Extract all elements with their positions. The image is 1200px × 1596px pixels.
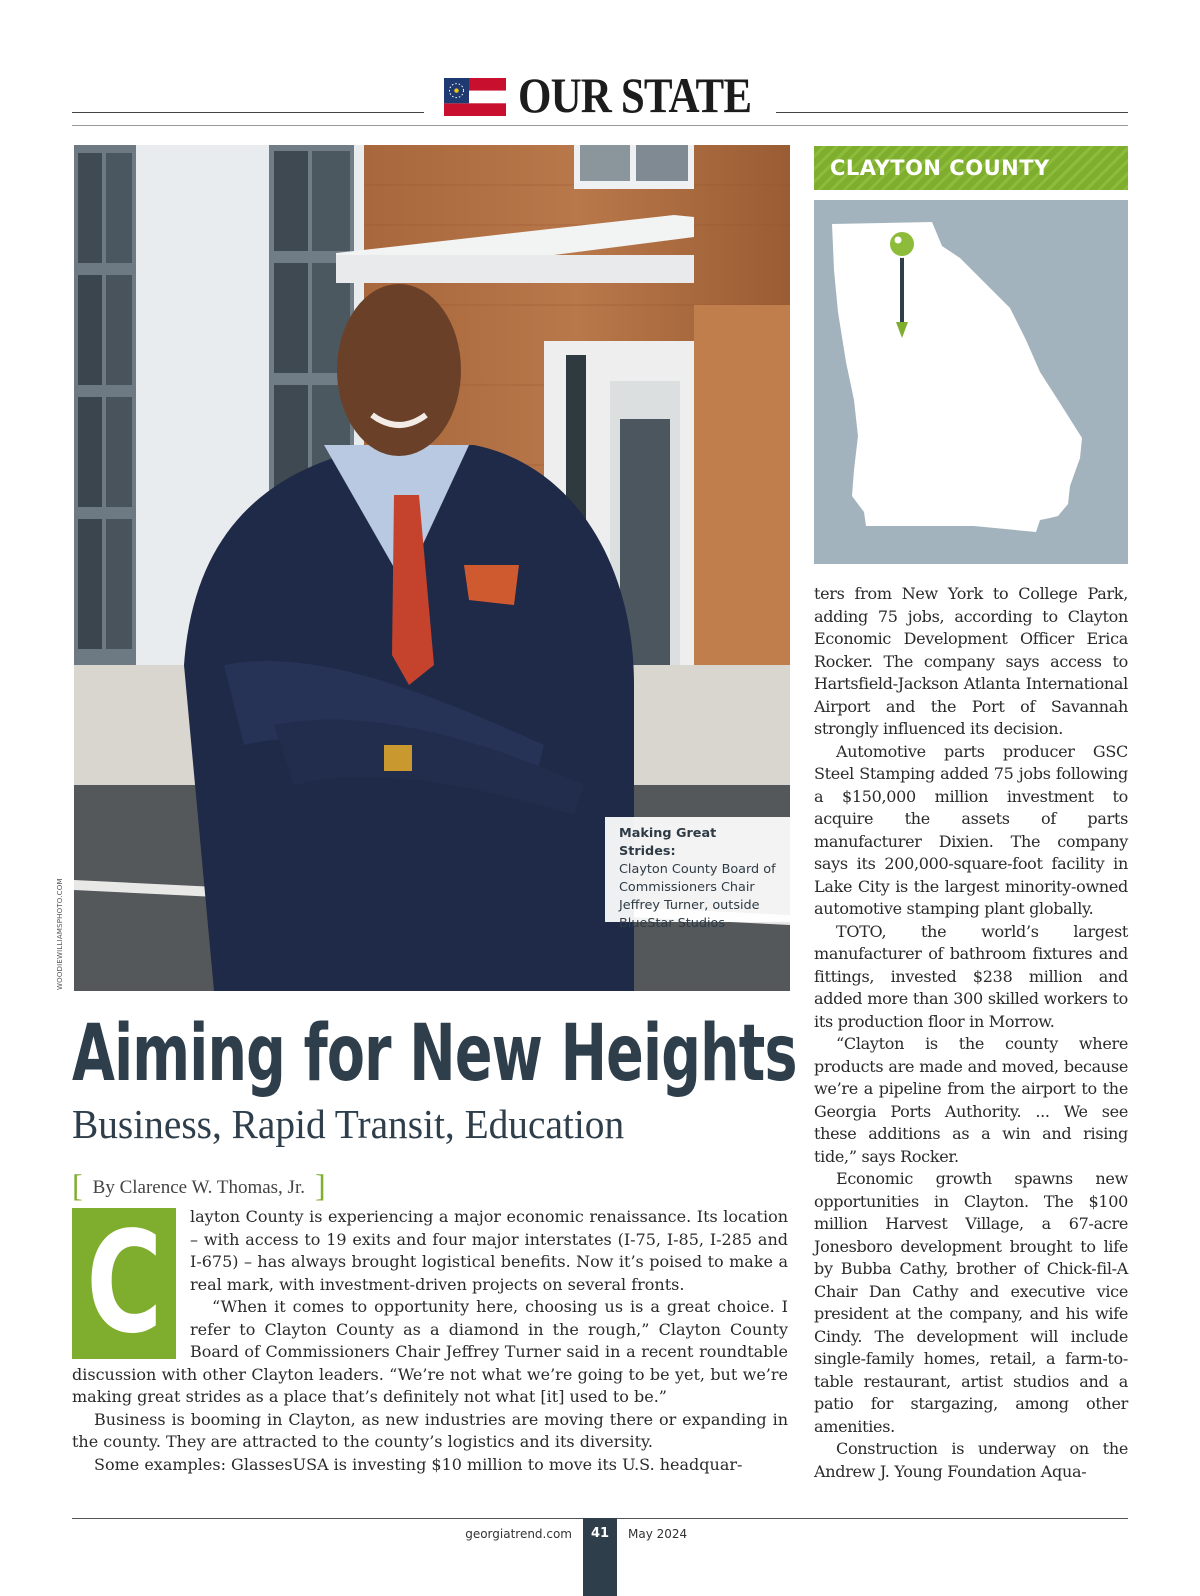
paragraph: “Clayton is the county where products are made and moved, because we’re a pipeline from the airport to the Georgia Ports Authority. ... We see these additions as a win and rising tide,” says Rocker.	[814, 1034, 1128, 1166]
byline-text: By Clarence W. Thomas, Jr.	[92, 1177, 305, 1198]
paragraph: “When it comes to opportunity here, choosing us is a great choice. I refer to Clayton County as a diamond in the rough,” Clayton County Board of Commissioners Chair Jeffrey Turner said in a recent roundtable discussion with other Clayton leaders. “We’re not what we’re going to be yet, but we’re making great strides as a place that’s definitely not what [it] used to be.”	[72, 1297, 788, 1406]
county-label: CLAYTON COUNTY	[814, 146, 1128, 190]
photo-caption	[605, 817, 790, 931]
footer-site: georgiatrend.com	[465, 1527, 572, 1541]
main-column	[72, 1202, 788, 1476]
photo-credit: WOODIEWILLIAMSPHOTO.COM	[56, 878, 64, 990]
paragraph: Economic growth spawns new opportunities in Clayton. The $100 million Harvest Village, a 67-acre Jonesboro development brought to life by Bubba Cathy, brother of Chick-fil-A Chair Dan Cathy and executive vice president at the company, and his wife Cindy. The development will include single-family homes, retail, a farm-to-table restaurant, artist studios and a patio for stargazing, among other amenities.	[814, 1169, 1128, 1436]
section-title: OUR STATE	[518, 67, 752, 123]
caption-title: Making Great Strides:	[619, 826, 717, 859]
article-subhead: Business, Rapid Transit, Education	[72, 1101, 625, 1147]
header-rule-bottom	[72, 125, 1128, 126]
header-rule-left	[72, 112, 424, 113]
georgia-flag-icon	[444, 78, 506, 116]
paragraph: Business is booming in Clayton, as new industries are moving there or expanding in the county. They are attracted to the county’s logistics and its diversity.	[72, 1409, 788, 1451]
byline	[72, 1164, 326, 1201]
issue-date: May 2024	[628, 1527, 688, 1541]
header-rule-right	[776, 112, 1128, 113]
bracket-right-icon: ]	[314, 1167, 326, 1203]
side-column	[814, 583, 1128, 1483]
paragraph: ters from New York to College Park, adding 75 jobs, according to Clayton Economic Development Officer Erica Rocker. The company says access to Hartsfield-Jackson Atlanta International Airport and the Port of Savannah strongly influenced its decision.	[814, 584, 1128, 738]
paragraph: layton County is experiencing a major economic renaissance. Its location – with access to 19 exits and four major interstates (I-75, I-85, I-285 and I-675) – has always brought logistical benefits. Now it’s poised to make a real mark, with investment-driven projects on several fronts.	[190, 1207, 788, 1294]
georgia-map-icon	[814, 200, 1128, 564]
paragraph: Some examples: GlassesUSA is investing $10 million to move its U.S. headquar-	[94, 1454, 743, 1474]
bracket-left-icon: [	[72, 1167, 83, 1203]
paragraph: Construction is underway on the Andrew J. Young Foundation Aqua-	[814, 1439, 1128, 1481]
caption-text: Clayton County Board of Commissioners Chair Jeffrey Turner, outside BlueStar Studios	[619, 862, 776, 931]
article-headline: Aiming for New Heights	[72, 1009, 797, 1099]
paragraph: Automotive parts producer GSC Steel Stamping added 75 jobs following a $150,000 million investment to acquire the assets of parts manufacturer Dixien. The company says its 200,000-square-foot facility in Lake City is the largest minority-owned automotive stamping plant globally.	[814, 741, 1128, 918]
page-number: 41	[583, 1518, 617, 1596]
drop-cap: C	[72, 1208, 176, 1359]
paragraph: TOTO, the world’s largest manufacturer of bathroom fixtures and fittings, invested $238 million and added more than 300 skilled workers to its production floor in Morrow.	[814, 921, 1128, 1031]
